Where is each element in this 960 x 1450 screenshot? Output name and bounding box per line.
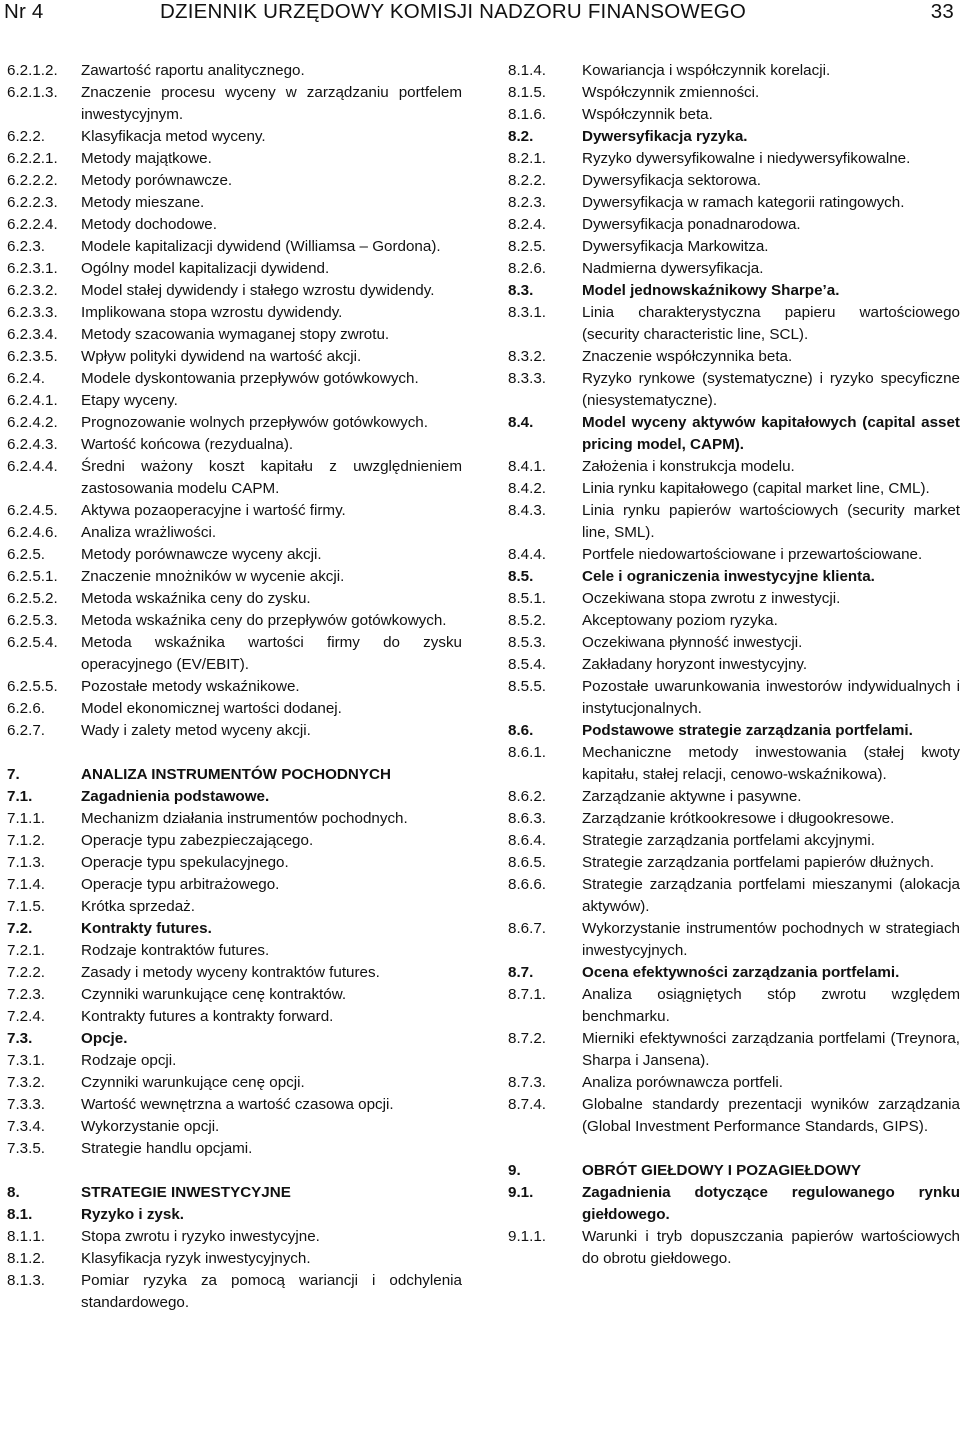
toc-entry bbox=[7, 60, 462, 82]
entry-text: Klasyfikacja ryzyk inwestycyjnych. bbox=[81, 1250, 311, 1267]
entry-number: 7.3.5. bbox=[7, 1140, 45, 1157]
entry-text: Mierniki efektywności zarządzania portfelami (Treynora, Sharpa i Jansena). bbox=[582, 1030, 960, 1069]
section-heading bbox=[7, 764, 462, 786]
page-number: 33 bbox=[930, 0, 954, 23]
entry-number: 6.2.2. bbox=[7, 128, 45, 145]
toc-entry bbox=[7, 148, 462, 170]
entry-text: Pomiar ryzyka za pomocą wariancji i odchylenia standardowego. bbox=[81, 1272, 462, 1311]
toc-entry bbox=[508, 830, 960, 852]
toc-entry bbox=[508, 808, 960, 830]
toc-entry bbox=[7, 390, 462, 412]
entry-number: 8.5.2. bbox=[508, 612, 546, 629]
section-heading bbox=[508, 1182, 960, 1226]
toc-entry bbox=[7, 1226, 462, 1248]
toc-entry bbox=[508, 984, 960, 1028]
entry-number: 7.3.4. bbox=[7, 1118, 45, 1135]
toc-entry bbox=[508, 346, 960, 368]
issue-number: Nr 4 bbox=[4, 0, 44, 23]
entry-text: Mechanizm działania instrumentów pochodnych. bbox=[81, 810, 408, 827]
entry-text: Kowariancja i współczynnik korelacji. bbox=[582, 62, 831, 79]
toc-entry bbox=[7, 522, 462, 544]
toc-entry bbox=[7, 1138, 462, 1160]
section-heading bbox=[508, 962, 960, 984]
entry-text: Pozostałe uwarunkowania inwestorów indywidualnych i instytucjonalnych. bbox=[582, 678, 960, 717]
entry-number: 9. bbox=[508, 1162, 521, 1179]
entry-number: 8.7.2. bbox=[508, 1030, 546, 1047]
entry-text: Aktywa pozaoperacyjne i wartość firmy. bbox=[81, 502, 346, 519]
toc-entry bbox=[508, 610, 960, 632]
entry-text: Stopa zwrotu i ryzyko inwestycyjne. bbox=[81, 1228, 320, 1245]
entry-text: Kontrakty futures a kontrakty forward. bbox=[81, 1008, 334, 1025]
entry-text: Ryzyko rynkowe (systematyczne) i ryzyko specyficzne (niesystematyczne). bbox=[582, 370, 960, 409]
toc-entry bbox=[7, 852, 462, 874]
entry-number: 6.2.5.4. bbox=[7, 634, 58, 651]
entry-number: 7.1.4. bbox=[7, 876, 45, 893]
toc-entry bbox=[508, 786, 960, 808]
toc-entry bbox=[508, 676, 960, 720]
entry-text: Model jednowskaźnikowy Sharpe’a. bbox=[582, 282, 840, 299]
section-spacer bbox=[7, 742, 462, 764]
entry-number: 6.2.2.3. bbox=[7, 194, 58, 211]
entry-text: Metody dochodowe. bbox=[81, 216, 217, 233]
entry-number: 8.6.3. bbox=[508, 810, 546, 827]
toc-entry bbox=[7, 984, 462, 1006]
entry-number: 8.3.3. bbox=[508, 370, 546, 387]
entry-number: 7.2.2. bbox=[7, 964, 45, 981]
entry-text: Portfele niedowartościowane i przewartościowane. bbox=[582, 546, 923, 563]
entry-number: 6.2.3.3. bbox=[7, 304, 58, 321]
toc-entry bbox=[508, 478, 960, 500]
entry-number: 6.2.2.4. bbox=[7, 216, 58, 233]
toc-entry bbox=[7, 1270, 462, 1314]
entry-text: Modele dyskontowania przepływów gotówkowych. bbox=[81, 370, 419, 387]
entry-number: 6.2.5.1. bbox=[7, 568, 58, 585]
entry-number: 6.2.4.4. bbox=[7, 458, 58, 475]
left-column bbox=[7, 60, 462, 1314]
toc-entry bbox=[7, 1094, 462, 1116]
toc-entry bbox=[7, 82, 462, 126]
toc-entry bbox=[508, 742, 960, 786]
toc-entry bbox=[508, 82, 960, 104]
entry-text: Dywersyfikacja w ramach kategorii ratingowych. bbox=[582, 194, 905, 211]
toc-entry bbox=[7, 610, 462, 632]
entry-number: 8.1.6. bbox=[508, 106, 546, 123]
entry-number: 8.7.3. bbox=[508, 1074, 546, 1091]
entry-text: Zarządzanie krótkookresowe i długookresowe. bbox=[582, 810, 895, 827]
toc-entry bbox=[7, 1072, 462, 1094]
entry-text: Czynniki warunkujące cenę opcji. bbox=[81, 1074, 305, 1091]
entry-number: 7.2.3. bbox=[7, 986, 45, 1003]
toc-entry bbox=[508, 302, 960, 346]
entry-number: 8.2.6. bbox=[508, 260, 546, 277]
entry-number: 6.2.2.2. bbox=[7, 172, 58, 189]
toc-entry bbox=[7, 346, 462, 368]
entry-number: 7.3.3. bbox=[7, 1096, 45, 1113]
entry-number: 8.7. bbox=[508, 964, 534, 981]
entry-text: Opcje. bbox=[81, 1030, 128, 1047]
toc-entry bbox=[508, 148, 960, 170]
page-header bbox=[0, 0, 960, 28]
entry-number: 8.5.3. bbox=[508, 634, 546, 651]
entry-number: 7.3.2. bbox=[7, 1074, 45, 1091]
entry-number: 7.3.1. bbox=[7, 1052, 45, 1069]
entry-text: Zasady i metody wyceny kontraktów futures. bbox=[81, 964, 380, 981]
entry-number: 8.2.1. bbox=[508, 150, 546, 167]
entry-text: Metody szacowania wymaganej stopy zwrotu. bbox=[81, 326, 390, 343]
toc-entry bbox=[7, 280, 462, 302]
entry-number: 6.2.3.2. bbox=[7, 282, 58, 299]
entry-number: 8.7.4. bbox=[508, 1096, 546, 1113]
toc-entry bbox=[508, 588, 960, 610]
entry-text: Oczekiwana stopa zwrotu z inwestycji. bbox=[582, 590, 841, 607]
entry-text: Wpływ polityki dywidend na wartość akcji. bbox=[81, 348, 362, 365]
entry-number: 8.2.2. bbox=[508, 172, 546, 189]
toc-entry bbox=[7, 1116, 462, 1138]
section-heading bbox=[508, 566, 960, 588]
toc-entry bbox=[7, 324, 462, 346]
toc-entry bbox=[7, 676, 462, 698]
toc-entry bbox=[7, 896, 462, 918]
entry-number: 8.3. bbox=[508, 282, 534, 299]
toc-entry bbox=[508, 236, 960, 258]
entry-number: 6.2.4. bbox=[7, 370, 45, 387]
entry-number: 8.1.1. bbox=[7, 1228, 45, 1245]
toc-entry bbox=[7, 456, 462, 500]
entry-number: 8.6.7. bbox=[508, 920, 546, 937]
entry-text: Analiza wrażliwości. bbox=[81, 524, 217, 541]
entry-text: Zawartość raportu analitycznego. bbox=[81, 62, 305, 79]
entry-number: 6.2.4.5. bbox=[7, 502, 58, 519]
toc-entry bbox=[7, 698, 462, 720]
toc-entry bbox=[508, 104, 960, 126]
section-heading bbox=[7, 1182, 462, 1204]
entry-number: 6.2.2.1. bbox=[7, 150, 58, 167]
entry-text: Średni ważony koszt kapitału z uwzględnieniem zastosowania modelu CAPM. bbox=[81, 458, 462, 497]
entry-text: Wartość wewnętrzna a wartość czasowa opcji. bbox=[81, 1096, 394, 1113]
entry-text: STRATEGIE INWESTYCYJNE bbox=[81, 1184, 291, 1201]
toc-entry bbox=[7, 1050, 462, 1072]
toc-entry bbox=[508, 1072, 960, 1094]
entry-text: Znaczenie mnożników w wycenie akcji. bbox=[81, 568, 345, 585]
entry-number: 8.6.2. bbox=[508, 788, 546, 805]
entry-text: ANALIZA INSTRUMENTÓW POCHODNYCH bbox=[81, 766, 391, 783]
entry-text: Metody mieszane. bbox=[81, 194, 205, 211]
entry-number: 8.4.3. bbox=[508, 502, 546, 519]
entry-text: Ryzyko dywersyfikowalne i niedywersyfikowalne. bbox=[582, 150, 911, 167]
entry-number: 7.2.4. bbox=[7, 1008, 45, 1025]
toc-entry bbox=[7, 302, 462, 324]
toc-entry bbox=[7, 588, 462, 610]
entry-text: Oczekiwana płynność inwestycji. bbox=[582, 634, 803, 651]
entry-text: Wykorzystanie opcji. bbox=[81, 1118, 220, 1135]
toc-entry bbox=[7, 808, 462, 830]
entry-text: Prognozowanie wolnych przepływów gotówkowych. bbox=[81, 414, 428, 431]
entry-text: OBRÓT GIEŁDOWY I POZAGIEŁDOWY bbox=[582, 1162, 862, 1179]
entry-text: Ocena efektywności zarządzania portfelami. bbox=[582, 964, 900, 981]
entry-number: 8.1.5. bbox=[508, 84, 546, 101]
entry-number: 6.2.4.2. bbox=[7, 414, 58, 431]
entry-number: 6.2.4.1. bbox=[7, 392, 58, 409]
entry-number: 6.2.5.5. bbox=[7, 678, 58, 695]
entry-number: 8.1. bbox=[7, 1206, 33, 1223]
journal-title: DZIENNIK URZĘDOWY KOMISJI NADZORU FINANSOWEGO bbox=[160, 0, 747, 23]
entry-number: 8.2.5. bbox=[508, 238, 546, 255]
entry-number: 6.2.1.3. bbox=[7, 84, 58, 101]
toc-entry bbox=[7, 434, 462, 456]
toc-entry bbox=[7, 258, 462, 280]
entry-number: 8.4.2. bbox=[508, 480, 546, 497]
entry-text: Etapy wyceny. bbox=[81, 392, 178, 409]
toc-entry bbox=[508, 456, 960, 478]
entry-text: Nadmierna dywersyfikacja. bbox=[582, 260, 764, 277]
section-heading bbox=[7, 1028, 462, 1050]
entry-text: Rodzaje opcji. bbox=[81, 1052, 177, 1069]
entry-text: Globalne standardy prezentacji wyników zarządzania (Global Investment Performance Standards, GIPS). bbox=[582, 1096, 960, 1135]
section-heading bbox=[7, 786, 462, 808]
entry-text: Metody porównawcze. bbox=[81, 172, 233, 189]
entry-text: Zarządzanie aktywne i pasywne. bbox=[582, 788, 802, 805]
entry-text: Dywersyfikacja ryzyka. bbox=[582, 128, 748, 145]
entry-text: Strategie zarządzania portfelami mieszanymi (alokacja aktywów). bbox=[582, 876, 960, 915]
entry-text: Model ekonomicznej wartości dodanej. bbox=[81, 700, 342, 717]
entry-text: Implikowana stopa wzrostu dywidendy. bbox=[81, 304, 343, 321]
entry-number: 6.2.4.6. bbox=[7, 524, 58, 541]
entry-number: 7.1.5. bbox=[7, 898, 45, 915]
section-heading bbox=[7, 1204, 462, 1226]
section-heading bbox=[508, 720, 960, 742]
entry-text: Strategie handlu opcjami. bbox=[81, 1140, 253, 1157]
entry-number: 8.4. bbox=[508, 414, 534, 431]
entry-text: Modele kapitalizacji dywidend (Williamsa – Gordona). bbox=[81, 238, 441, 255]
toc-entry bbox=[508, 500, 960, 544]
entry-text: Wykorzystanie instrumentów pochodnych w strategiach inwestycyjnych. bbox=[582, 920, 960, 959]
entry-text: Cele i ograniczenia inwestycyjne klienta. bbox=[582, 568, 875, 585]
toc-entry bbox=[508, 258, 960, 280]
entry-text: Znaczenie współczynnika beta. bbox=[582, 348, 793, 365]
entry-number: 8.6.5. bbox=[508, 854, 546, 871]
entry-number: 6.2.4.3. bbox=[7, 436, 58, 453]
entry-number: 8.7.1. bbox=[508, 986, 546, 1003]
toc-entry bbox=[508, 60, 960, 82]
entry-text: Metoda wskaźnika ceny do zysku. bbox=[81, 590, 311, 607]
toc-entry bbox=[7, 192, 462, 214]
entry-number: 8.4.4. bbox=[508, 546, 546, 563]
toc-entry bbox=[508, 170, 960, 192]
entry-text: Dywersyfikacja sektorowa. bbox=[582, 172, 761, 189]
toc-entry bbox=[7, 830, 462, 852]
entry-text: Zagadnienia podstawowe. bbox=[81, 788, 270, 805]
entry-text: Analiza porównawcza portfeli. bbox=[582, 1074, 783, 1091]
toc-entry bbox=[508, 1226, 960, 1270]
entry-number: 6.2.3.5. bbox=[7, 348, 58, 365]
toc-entry bbox=[7, 962, 462, 984]
toc-entry bbox=[508, 368, 960, 412]
toc-entry bbox=[7, 170, 462, 192]
entry-number: 6.2.5. bbox=[7, 546, 45, 563]
toc-entry bbox=[508, 654, 960, 676]
toc-entry bbox=[7, 214, 462, 236]
entry-text: Linia charakterystyczna papieru wartościowego (security characteristic line, SCL). bbox=[582, 304, 960, 343]
entry-number: 9.1.1. bbox=[508, 1228, 546, 1245]
entry-number: 7.1.3. bbox=[7, 854, 45, 871]
entry-text: Zagadnienia dotyczące regulowanego rynku giełdowego. bbox=[582, 1184, 960, 1223]
entry-number: 8.5.5. bbox=[508, 678, 546, 695]
toc-entry bbox=[508, 544, 960, 566]
entry-number: 8.4.1. bbox=[508, 458, 546, 475]
entry-text: Metody porównawcze wyceny akcji. bbox=[81, 546, 322, 563]
entry-number: 7.1.2. bbox=[7, 832, 45, 849]
entry-text: Rodzaje kontraktów futures. bbox=[81, 942, 270, 959]
entry-number: 8.6.6. bbox=[508, 876, 546, 893]
toc-entry bbox=[7, 412, 462, 434]
entry-text: Krótka sprzedaż. bbox=[81, 898, 195, 915]
entry-number: 8.6. bbox=[508, 722, 534, 739]
entry-text: Strategie zarządzania portfelami akcyjnymi. bbox=[582, 832, 875, 849]
entry-number: 8.6.1. bbox=[508, 744, 546, 761]
entry-number: 7.3. bbox=[7, 1030, 33, 1047]
entry-text: Metoda wskaźnika wartości firmy do zysku operacyjnego (EV/EBIT). bbox=[81, 634, 462, 673]
section-spacer bbox=[7, 1160, 462, 1182]
entry-text: Warunki i tryb dopuszczania papierów wartościowych do obrotu giełdowego. bbox=[582, 1228, 960, 1267]
section-heading bbox=[508, 412, 960, 456]
entry-number: 8.5.1. bbox=[508, 590, 546, 607]
toc-entry bbox=[7, 874, 462, 896]
toc-entry bbox=[508, 1094, 960, 1138]
entry-text: Ryzyko i zysk. bbox=[81, 1206, 184, 1223]
entry-text: Dywersyfikacja ponadnarodowa. bbox=[582, 216, 801, 233]
entry-number: 8.3.1. bbox=[508, 304, 546, 321]
entry-number: 8.2.4. bbox=[508, 216, 546, 233]
entry-text: Model stałej dywidendy i stałego wzrostu dywidendy. bbox=[81, 282, 435, 299]
entry-text: Pozostałe metody wskaźnikowe. bbox=[81, 678, 300, 695]
entry-number: 8.5. bbox=[508, 568, 534, 585]
section-heading bbox=[508, 126, 960, 148]
entry-number: 6.2.5.2. bbox=[7, 590, 58, 607]
toc-entry bbox=[7, 368, 462, 390]
entry-number: 6.2.3.1. bbox=[7, 260, 58, 277]
toc-entry bbox=[7, 1006, 462, 1028]
entry-text: Znaczenie procesu wyceny w zarządzaniu portfelem inwestycyjnym. bbox=[81, 84, 462, 123]
entry-number: 7.1. bbox=[7, 788, 33, 805]
entry-number: 6.2.7. bbox=[7, 722, 45, 739]
toc-entry bbox=[508, 192, 960, 214]
entry-number: 7.2.1. bbox=[7, 942, 45, 959]
toc-entry bbox=[7, 544, 462, 566]
entry-number: 8.3.2. bbox=[508, 348, 546, 365]
entry-number: 6.2.1.2. bbox=[7, 62, 58, 79]
toc-entry bbox=[7, 566, 462, 588]
entry-number: 6.2.3.4. bbox=[7, 326, 58, 343]
toc-entry bbox=[7, 720, 462, 742]
entry-text: Metoda wskaźnika ceny do przepływów gotówkowych. bbox=[81, 612, 447, 629]
toc-entry bbox=[508, 1028, 960, 1072]
entry-text: Linia rynku papierów wartościowych (security market line, SML). bbox=[582, 502, 960, 541]
entry-text: Założenia i konstrukcja modelu. bbox=[582, 458, 795, 475]
entry-text: Współczynnik zmienności. bbox=[582, 84, 760, 101]
section-heading bbox=[508, 1160, 960, 1182]
toc-entry bbox=[7, 500, 462, 522]
toc-entry bbox=[508, 214, 960, 236]
toc-entry bbox=[508, 632, 960, 654]
toc-entry bbox=[508, 852, 960, 874]
entry-number: 9.1. bbox=[508, 1184, 534, 1201]
toc-entry bbox=[7, 236, 462, 258]
entry-text: Analiza osiągniętych stóp zwrotu względem benchmarku. bbox=[582, 986, 960, 1025]
entry-text: Mechaniczne metody inwestowania (stałej kwoty kapitału, stałej relacji, cenowo-wskaźnikowa). bbox=[582, 744, 960, 783]
entry-number: 7. bbox=[7, 766, 20, 783]
entry-number: 8.2.3. bbox=[508, 194, 546, 211]
entry-number: 6.2.6. bbox=[7, 700, 45, 717]
entry-number: 8. bbox=[7, 1184, 20, 1201]
toc-entry bbox=[7, 940, 462, 962]
entry-text: Operacje typu spekulacyjnego. bbox=[81, 854, 289, 871]
entry-text: Akceptowany poziom ryzyka. bbox=[582, 612, 778, 629]
entry-text: Zakładany horyzont inwestycyjny. bbox=[582, 656, 808, 673]
entry-text: Wartość końcowa (rezydualna). bbox=[81, 436, 294, 453]
entry-text: Podstawowe strategie zarządzania portfelami. bbox=[582, 722, 913, 739]
entry-number: 7.1.1. bbox=[7, 810, 45, 827]
section-heading bbox=[7, 918, 462, 940]
toc-entry bbox=[7, 632, 462, 676]
entry-number: 8.6.4. bbox=[508, 832, 546, 849]
entry-number: 8.1.4. bbox=[508, 62, 546, 79]
entry-text: Strategie zarządzania portfelami papierów dłużnych. bbox=[582, 854, 935, 871]
entry-number: 8.1.3. bbox=[7, 1272, 45, 1289]
entry-number: 6.2.3. bbox=[7, 238, 45, 255]
section-heading bbox=[508, 280, 960, 302]
entry-text: Ogólny model kapitalizacji dywidend. bbox=[81, 260, 330, 277]
entry-text: Operacje typu zabezpieczającego. bbox=[81, 832, 314, 849]
entry-number: 8.2. bbox=[508, 128, 534, 145]
entry-text: Czynniki warunkujące cenę kontraktów. bbox=[81, 986, 347, 1003]
entry-number: 8.5.4. bbox=[508, 656, 546, 673]
section-spacer bbox=[508, 1138, 960, 1160]
entry-text: Współczynnik beta. bbox=[582, 106, 713, 123]
entry-number: 6.2.5.3. bbox=[7, 612, 58, 629]
entry-text: Dywersyfikacja Markowitza. bbox=[582, 238, 769, 255]
entry-text: Linia rynku kapitałowego (capital market line, CML). bbox=[582, 480, 930, 497]
toc-entry bbox=[7, 126, 462, 148]
entry-number: 7.2. bbox=[7, 920, 33, 937]
entry-text: Operacje typu arbitrażowego. bbox=[81, 876, 280, 893]
toc-entry bbox=[508, 874, 960, 918]
entry-number: 8.1.2. bbox=[7, 1250, 45, 1267]
entry-text: Model wyceny aktywów kapitałowych (capital asset pricing model, CAPM). bbox=[582, 414, 960, 453]
entry-text: Klasyfikacja metod wyceny. bbox=[81, 128, 266, 145]
toc-entry bbox=[508, 918, 960, 962]
toc-entry bbox=[7, 1248, 462, 1270]
right-column bbox=[508, 60, 960, 1270]
entry-text: Metody majątkowe. bbox=[81, 150, 212, 167]
entry-text: Wady i zalety metod wyceny akcji. bbox=[81, 722, 311, 739]
entry-text: Kontrakty futures. bbox=[81, 920, 212, 937]
